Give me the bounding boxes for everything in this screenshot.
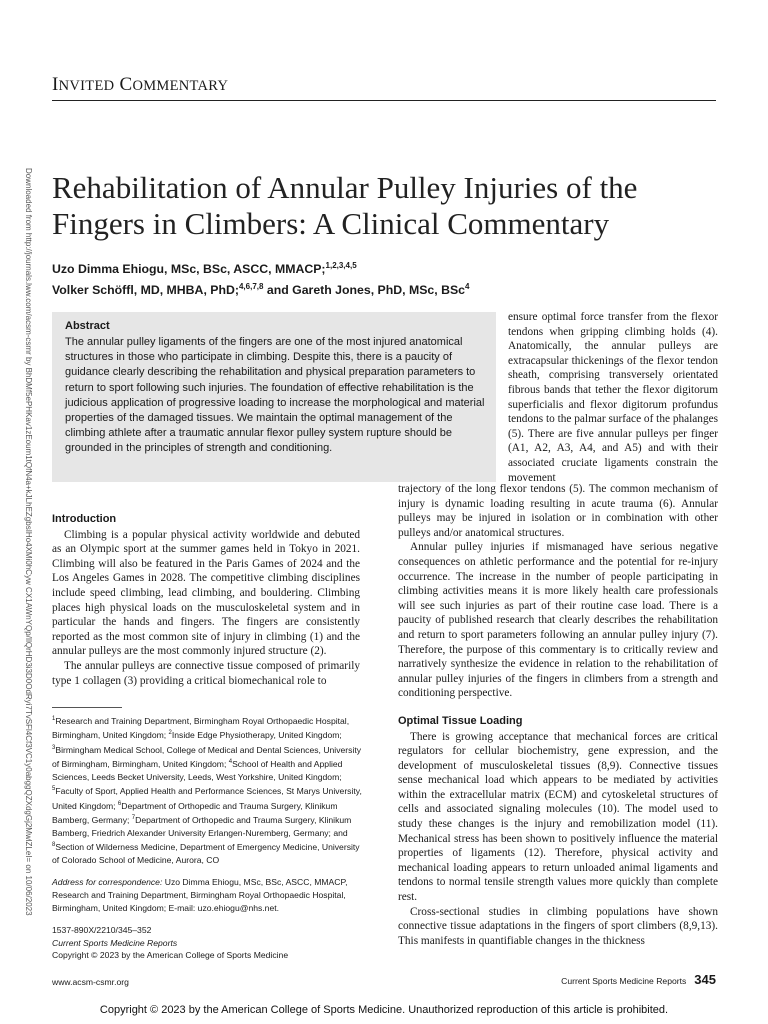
affil-sup: 7	[131, 815, 136, 822]
author-list	[52, 257, 532, 299]
article-title: Rehabilitation of Annular Pulley Injuries of the Fingers in Climbers: A Clinical Commentary	[52, 170, 638, 241]
right-column	[398, 482, 718, 948]
affiliations	[52, 713, 368, 866]
affil-text: Birmingham Medical School, College of Medical and Dental Sciences, University of Birmingham, Birmingham, United Kingdom;	[52, 744, 362, 770]
section-heading-optimal-tissue-loading: Optimal Tissue Loading	[398, 714, 523, 727]
affil-sup: 4	[228, 759, 233, 766]
body-paragraph: There is growing acceptance that mechanical forces are critical regulators for cellular biochemistry, gene expression, and the development of musculoskeletal tissues (8,9). Connective tissues sense mechanical load which appears to be mediated by activities within the extracellular matrix (ECM) and cytoskeletal structures of cells and associated signaling molecules (10). The model used to study these changes is the injury and remobilization model (11). Mechanical stress has been shown to positively influence the material properties of ligaments (12). Therefore, physical activity and mechanical loading appears to return unloaded animal ligaments and tendons to normal tensile strength values more quickly than complete rest.	[398, 730, 718, 904]
copyright-notice: Copyright © 2023 by the American College of Sports Medicine. Unauthorized reproduction of this article is prohibited.	[99, 1004, 669, 1016]
affil-sup: 8	[52, 842, 56, 849]
author-line-1	[52, 257, 532, 278]
affil-sup: 2	[168, 730, 172, 737]
affil-sup: 5	[52, 786, 56, 793]
footer-journal: Current Sports Medicine Reports	[561, 976, 687, 986]
author-affil-sup: 4,6,7,8	[238, 282, 264, 292]
body-paragraph: trajectory of the long flexor tendons (5). The common mechanism of injury is dynamic loading resulting in acute trauma (6). Annular pulleys may be injured in isolation or in combination with other pulleys and/or anatomical structures.	[398, 483, 718, 539]
section-tag-rest-2: OMMENTARY	[132, 78, 229, 94]
abstract-text: The annular pulley ligaments of the fingers are one of the most injured anatomical structures in those who participate in climbing. Despite this, there is a paucity of guidance clearly describing the rehabilitation and physical preparation parameters to return to sport following such injuries. The foundation of effective rehabilitation is the judicious application of progressive loading to increase the morphological and material properties of the damaged tissues. We maintain the optimal management of the climbing athlete after a traumatic annular flexor pulley system rupture should be grounded in the principles of strength and conditioning.	[65, 336, 485, 455]
download-note	[15, 168, 37, 916]
footnotes	[52, 713, 368, 962]
author-name: Uzo Dimma Ehiogu, MSc, BSc, ASCC, MMACP;	[52, 262, 326, 277]
affil-text: Section of Wilderness Medicine, Department of Emergency Medicine, University of Colorado School of Medicine, Aurora, CO	[52, 842, 360, 865]
body-paragraph: Climbing is a popular physical activity worldwide and debuted as an Olympic sport at the summer games held in Tokyo in 2021. Climbing will also be featured in the Paris Games of 2024 and the Los Angeles Games in 2028. The competitive climbing disciplines include speed climbing, lead climbing, and bouldering. Climbing places high physical loads on the musculoskeletal system and in particular the hands and fingers. The fingers are consistently reported as the most common site of injury in climbing (1) and the annular pulleys are the most commonly injured structure (2).	[52, 528, 360, 658]
affil-text: Inside Edge Physiotherapy, United Kingdom;	[171, 730, 342, 741]
right-column-top	[508, 310, 718, 485]
affil-text: Faculty of Sport, Applied Health and Performance Sciences, St Marys University, United Kingdom;	[52, 786, 362, 811]
affil-sup: 3	[52, 744, 56, 751]
author-name: Volker Schöffl, MD, MHBA, PhD;	[52, 283, 239, 298]
section-heading-introduction: Introduction	[52, 513, 117, 525]
journal-name: Current Sports Medicine Reports	[52, 937, 178, 948]
body-paragraph: The annular pulleys are connective tissue composed of primarily type 1 collagen (3) providing a critical biomechanical role to	[52, 659, 360, 687]
correspondence-text: Uzo Dimma Ehiogu, MSc, BSc, ASCC, MMACP, Research and Training Department, Birmingham Royal Orthopaedic Hospital, Birmingham, United Kingdom; E-mail: uzo.ehiogu@nhs.net.	[52, 877, 348, 913]
footnote-rule	[52, 707, 122, 708]
correspondence	[52, 876, 368, 914]
correspondence-label: Address for correspondence:	[52, 877, 163, 888]
body-paragraph: ensure optimal force transfer from the flexor tendons when gripping climbing holds (4). Anatomically, the annular pulleys are extracapsular thickenings of the flexor tendon sheath, comprising transversely orientated fibrous bands that tether the flexor digitorum superficialis and flexor digitorum profundus tendons to the palmar surface of the phalanges (5). There are five annular pulleys per finger (A1, A2, A3, A4, and A5) and with their associated cruciate ligaments constrain the movement	[508, 311, 718, 484]
download-note-text: Downloaded from http://journals.lww.com/acsm-csmr by BhDMf5ePHKav1zEoum1tQfN4a+kJLhEZgbsIHo4XMi0hCyw CX1AWnYQp/IlQrHD3i3D0OdRyi7TvSFl4Cf3VC1y0abggQZXdgGj2MwlZLeI= on 10/06/2023	[24, 168, 33, 916]
body-paragraph: Annular pulley injuries if mismanaged have serious negative consequences on athletic performance and the potential for re-injury occurrence. The increase in the number of people participating in climbing activities means it is more likely health care professionals will see such injuries as part of their routine case load. There is a paucity of published research that clearly describes the rehabilitation and return to sport parameters following an annular pulley injury (7). Therefore, the purpose of this commentary is to critically review and narratively synthesize the evidence in relation to the rehabilitation of annular pulley injuries of the fingers in climbers from a strength and conditioning perspective.	[398, 541, 718, 700]
page-number: 345	[694, 972, 716, 987]
left-column	[52, 512, 360, 688]
affil-text: Department of Orthopedic and Trauma Surgery, Klinikum Bamberg, Friedrich Alexander University Erlangen-Nuremberg, Germany; and	[52, 815, 352, 838]
section-tag-initial-2: C	[119, 74, 133, 95]
header-rule	[52, 100, 716, 101]
section-tag-rest: NVITED	[58, 78, 115, 94]
affil-sup: 1	[52, 716, 56, 722]
affil-text: Department of Orthopedic and Trauma Surgery, Klinikum Bamberg, Germany;	[52, 800, 338, 826]
author-line-2	[52, 278, 532, 299]
journal-copyright: Copyright © 2023 by the American College of Sports Medicine	[52, 950, 289, 961]
issn: 1537-890X/2210/345–352	[52, 925, 152, 936]
page-footer	[561, 972, 716, 987]
author-affil-sup: 4	[465, 282, 470, 292]
abstract-box	[52, 312, 496, 482]
abstract-heading: Abstract	[65, 320, 110, 332]
section-tag-initial: I	[52, 74, 59, 95]
affil-sup: 6	[117, 800, 122, 807]
body-paragraph: Cross-sectional studies in climbing populations have shown connective tissue adaptations in the fingers of sport climbers (8,9,13). This manifests in quantifiable changes in the thickness	[398, 905, 718, 947]
affil-text: Research and Training Department, Birmingham Royal Orthopaedic Hospital, Birmingham, United Kingdom;	[52, 715, 350, 741]
affil-text: School of Health and Applied Sciences, Leeds Becket University, Leeds, West Yorkshire, United Kingdom;	[52, 759, 343, 782]
journal-url[interactable]: www.acsm-csmr.org	[52, 977, 129, 987]
author-name: and Gareth Jones, PhD, MSc, BSc	[263, 283, 466, 298]
author-affil-sup: 1,2,3,4,5	[325, 261, 357, 270]
section-tag	[52, 74, 228, 96]
